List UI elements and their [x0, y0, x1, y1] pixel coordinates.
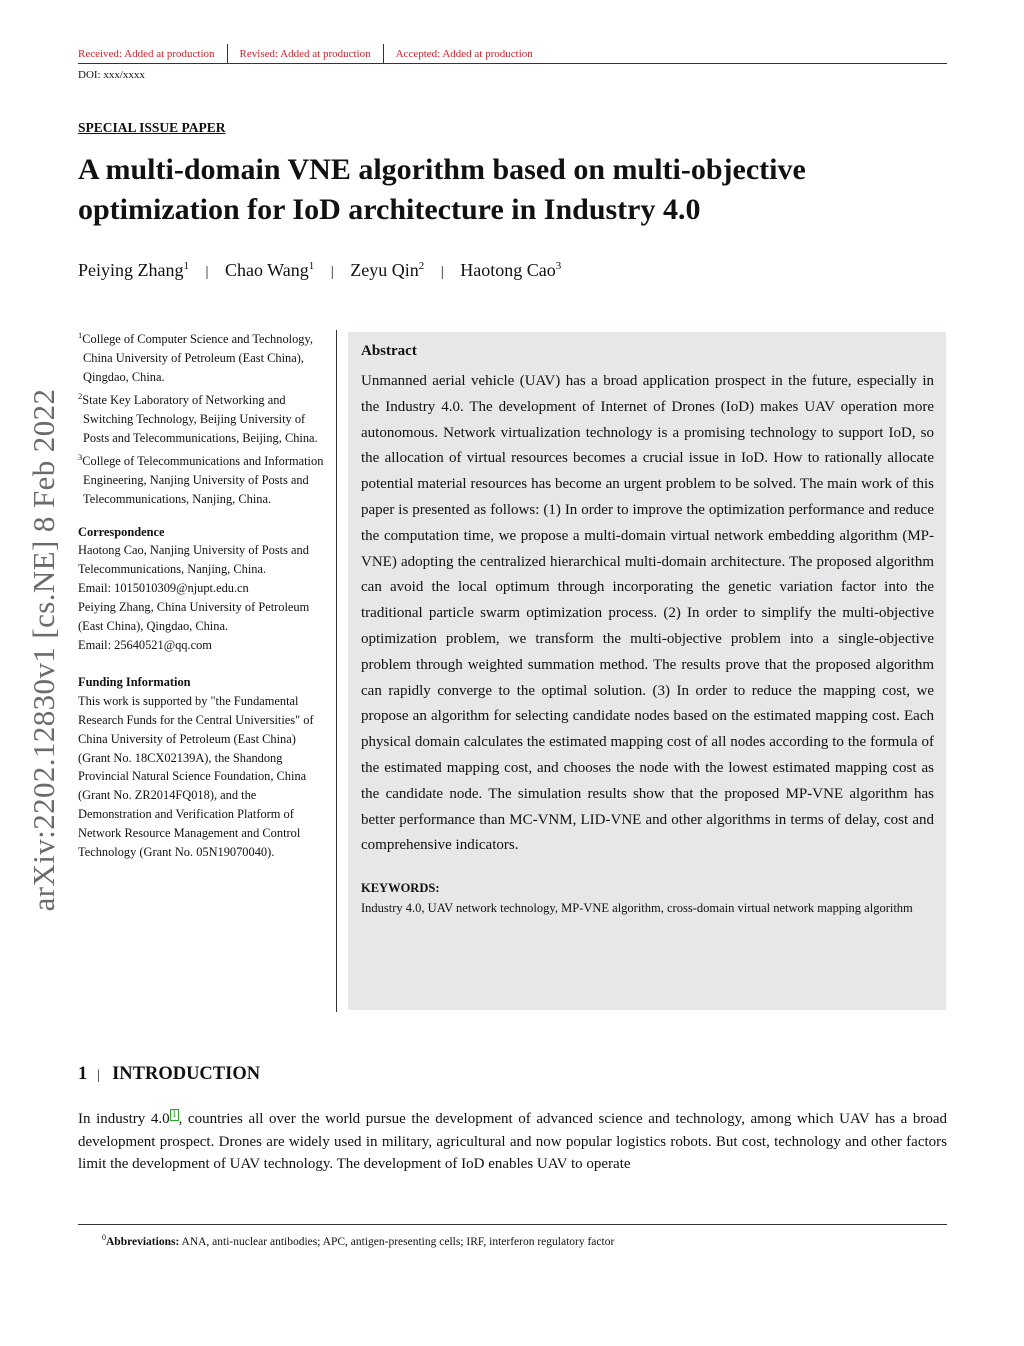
section-separator: |: [97, 1068, 101, 1083]
footnote-rule: [78, 1224, 947, 1225]
left-column: [78, 326, 328, 862]
correspondence-heading: Correspondence: [78, 524, 165, 539]
correspondence-email: Email: 25640521@qq.com: [78, 637, 212, 652]
section-heading: [78, 1064, 260, 1085]
section-title: INTRODUCTION: [112, 1064, 261, 1084]
citation-link[interactable]: 1: [171, 1109, 177, 1120]
author: Chao Wang$^1$: [225, 260, 315, 280]
accepted-date: Accepted: Added at production: [395, 48, 533, 60]
abstract-heading: Abstract: [361, 343, 417, 359]
abstract-box: [348, 332, 946, 1010]
intro-paragraph: In industry 4.0 1 , countries all over the world pursue the development of advanced science and technology, among which UAV has a broad development prospect. Drones are widely used in military, agricultural and now popular logistics robots. But cost, technology and other factors limit the development of UAV technology. The development of IoD enables UAV to operate: [78, 1109, 947, 1172]
divider: [227, 44, 228, 64]
abstract-text: Unmanned aerial vehicle (UAV) has a broad application prospect in the future, especially in the Industry 4.0. The development of Internet of Drones (IoD) makes UAV operation more autonomous. Network virtualization technology is a promising technology to support IoD, so the allocation of virtual resources becomes a crucial issue in IoD. How to rationally allocate potential material resources has become an urgent problem to be solved. The main work of this paper is presented as follows: (1) In order to improve the optimization performance and reduce the computation time, we propose a multi-domain virtual network embedding algorithm (MP-VNE) adopting the centralized hierarchical multi-domain architecture. The proposed algorithm can avoid the local optimum through incorporating the genetic variation factor into the traditional particle swarm optimization process. (2) In order to simplify the multi-objective optimization problem, we transform the multi-objective problem into a single-objective problem through weighted summation method. The results prove that the proposed algorithm can rapidly converge to the optimal solution. (3) In order to reduce the mapping cost, we propose an algorithm for selecting candidate nodes based on the estimated mapping cost. Each physical domain calculates the estimated mapping cost of all nodes according to the formula of the estimated mapping cost, and chooses the node with the lowest estimated mapping cost as the candidate node. The simulation results show that the proposed MP-VNE algorithm has better performance than MC-VNM, LID-VNE and other algorithms in terms of delay, cost and comprehensive indicators.: [361, 373, 934, 854]
author-separator: |: [205, 264, 209, 280]
correspondence: [78, 523, 328, 655]
funding-information: [78, 673, 328, 862]
author-separator: |: [440, 264, 444, 280]
footnote: $^0$Abbreviations: ANA, anti-nuclear antibodies; APC, antigen-presenting cells; IRF, interferon regulatory factor: [102, 1233, 615, 1248]
section-number: 1: [78, 1064, 88, 1084]
author: Haotong Cao$^3$: [460, 260, 562, 280]
funding-text: This work is supported by "the Fundamental Research Funds for the Central Universities" of China University of Petroleum (East China) (Grant No. 18CX02139A), the Shandong Provincial Natural Science Foundation, China (Grant No. ZR2014FQ018), and the Demonstration and Verification Platform of Network Resource Management and Control Technology (Grant No. 05N19070040).: [78, 693, 314, 860]
affiliation: $^1$College of Computer Science and Technology, China University of Petroleum (East China), Qingdao, China.: [78, 330, 313, 384]
received-date: Received: Added at production: [78, 48, 215, 60]
doi: DOI: xxx/xxxx: [78, 69, 145, 81]
affiliation: $^3$College of Telecommunications and Information Engineering, Nanjing University of Posts and Telecommunications, Nanjing, China.: [78, 451, 324, 506]
affiliation: $^2$State Key Laboratory of Networking and Switching Technology, Beijing University of Posts and Telecommunications, Beijing, China.: [78, 390, 318, 445]
column-divider: [336, 330, 337, 1012]
divider: [383, 44, 384, 64]
paper-title: A multi-domain VNE algorithm based on multi-objective optimization for IoD architecture in Industry 4.0: [78, 153, 806, 226]
correspondence-line: Haotong Cao, Nanjing University of Posts and Telecommunications, Nanjing, China.: [78, 543, 309, 577]
keywords: Industry 4.0, UAV network technology, MP-VNE algorithm, cross-domain virtual network mapping algorithm: [361, 901, 913, 916]
revised-date: Revised: Added at production: [239, 48, 371, 60]
correspondence-line: Peiying Zhang, China University of Petroleum (East China), Qingdao, China.: [78, 600, 310, 634]
author-separator: |: [330, 264, 334, 280]
paper-type: SPECIAL ISSUE PAPER: [78, 120, 226, 135]
author: Peiying Zhang$^1$: [78, 260, 189, 280]
header-rule: [78, 63, 947, 64]
author: Zeyu Qin$^2$: [350, 260, 425, 280]
keywords-heading: KEYWORDS:: [361, 881, 440, 896]
funding-heading: Funding Information: [78, 674, 191, 689]
correspondence-email: Email: 1015010309@njupt.edu.cn: [78, 581, 249, 596]
arxiv-stamp: arXiv:2202.12830v1 [cs.NE] 8 Feb 2022: [26, 388, 61, 912]
author-list: [78, 260, 561, 281]
publication-dates: [78, 44, 533, 64]
